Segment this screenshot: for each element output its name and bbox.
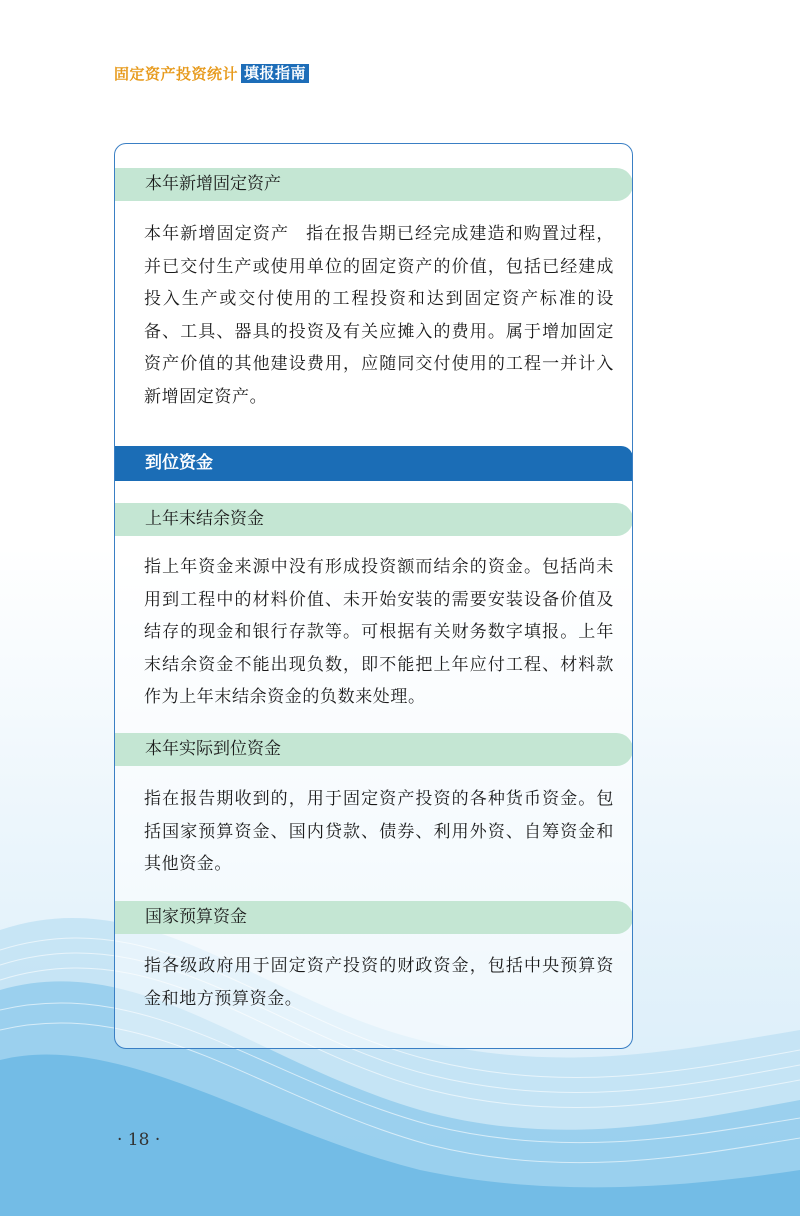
paragraph-state-budget: 指各级政府用于固定资产投资的财政资金，包括中央预算资金和地方预算资金。 bbox=[144, 956, 614, 1009]
subheading-new-assets: 本年新增固定资产 bbox=[115, 168, 633, 201]
paragraph-new-assets bbox=[144, 218, 614, 414]
term-new-assets: 本年新增固定资产 bbox=[144, 224, 290, 244]
subheading-last-year-balance: 上年末结余资金 bbox=[115, 503, 633, 536]
paragraph-actual-funds: 指在报告期收到的，用于固定资产投资的各种货币资金。包括国家预算资金、国内贷款、债券、利用外资、自筹资金和其他资金。 bbox=[144, 789, 614, 875]
header-title: 固定资产投资统计 bbox=[114, 65, 239, 83]
page-number: · 18 · bbox=[117, 1130, 161, 1150]
content-panel bbox=[114, 143, 633, 1049]
running-header bbox=[114, 63, 309, 84]
subheading-actual-funds: 本年实际到位资金 bbox=[115, 733, 633, 766]
definition-new-assets: 指在报告期已经完成建造和购置过程，并已交付生产或使用单位的固定资产的价值，包括已经建成投入生产或交付使用的工程投资和达到固定资产标准的设备、工具、器具的投资及有关应摊入的费用。属于增加固定资产价值的其他建设费用，应随同交付使用的工程一并计入新增固定资产。 bbox=[144, 224, 614, 407]
subheading-state-budget: 国家预算资金 bbox=[115, 901, 633, 934]
paragraph-last-year-balance: 指上年资金来源中没有形成投资额而结余的资金。包括尚未用到工程中的材料价值、未开始安装的需要安装设备价值及结存的现金和银行存款等。可根据有关财务数字填报。上年末结余资金不能出现负数，即不能把上年应付工程、材料款作为上年末结余资金的负数来处理。 bbox=[144, 557, 614, 708]
header-tag: 填报指南 bbox=[241, 64, 309, 83]
section-heading-funds: 到位资金 bbox=[115, 446, 633, 481]
